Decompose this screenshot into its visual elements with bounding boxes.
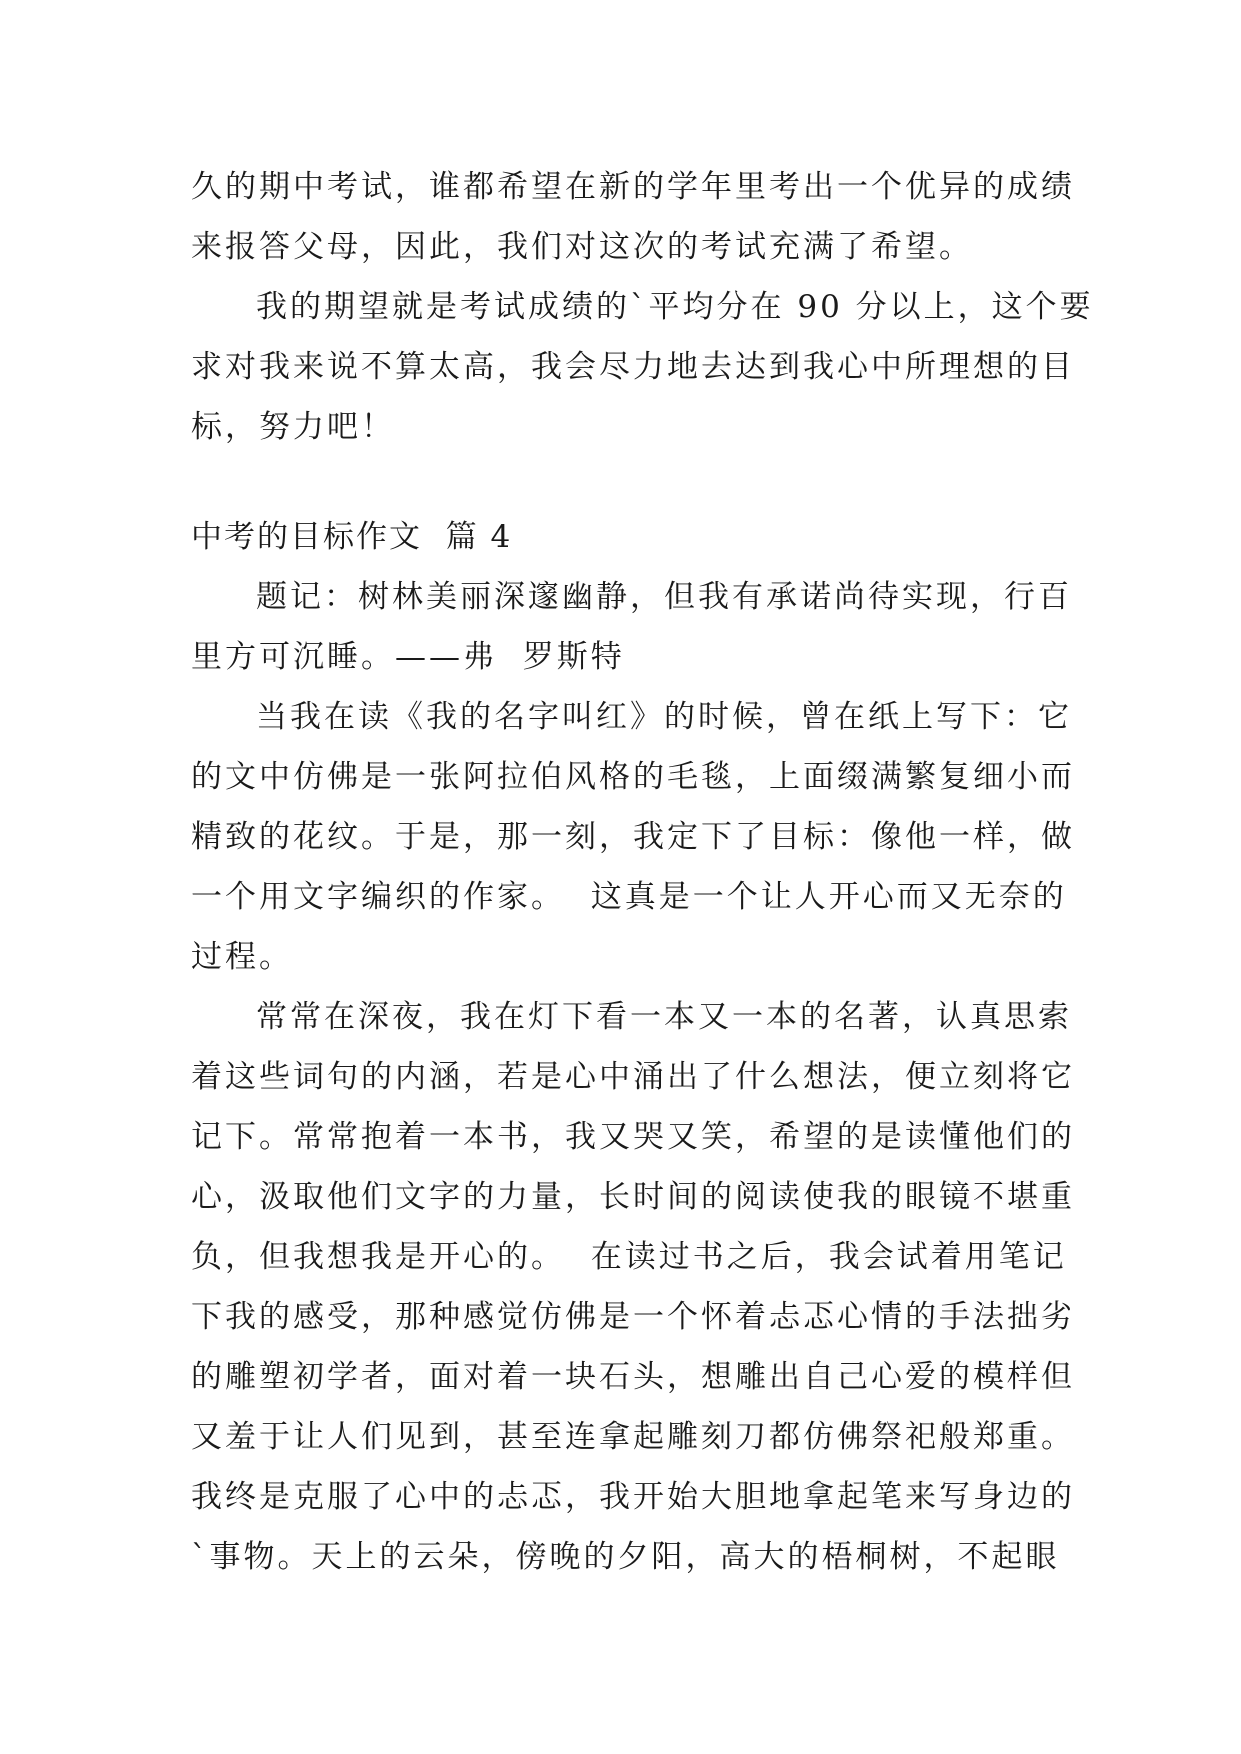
paragraph-line: 精致的花纹。于是，那一刻，我定下了目标：像他一样，做: [191, 819, 1075, 855]
paragraph-line: 又羞于让人们见到，甚至连拿起雕刻刀都仿佛祭祀般郑重。: [191, 1419, 1075, 1455]
paragraph-line: `事物。天上的云朵，傍晚的夕阳，高大的梧桐树，不起眼: [191, 1539, 1060, 1575]
paragraph-line: 负，但我想我是开心的。 在读过书之后，我会试着用笔记: [191, 1239, 1067, 1275]
paragraph-line: 的文中仿佛是一张阿拉伯风格的毛毯，上面缀满繁复细小而: [191, 759, 1075, 795]
paragraph-line: 我的期望就是考试成绩的`平均分在 90 分以上，这个要: [256, 289, 1094, 325]
paragraph-line: 过程。: [191, 939, 293, 975]
paragraph-line: 标，努力吧！: [191, 409, 395, 445]
paragraph-line: 的雕塑初学者，面对着一块石头，想雕出自己心爱的模样但: [191, 1359, 1075, 1395]
paragraph-line: 记下。常常抱着一本书，我又哭又笑，希望的是读懂他们的: [191, 1119, 1075, 1155]
paragraph-line: 下我的感受，那种感觉仿佛是一个怀着忐忑心情的手法拙劣: [191, 1299, 1075, 1335]
paragraph-line: 来报答父母，因此，我们对这次的考试充满了希望。: [191, 229, 973, 265]
paragraph-line: 常常在深夜，我在灯下看一本又一本的名著，认真思索: [256, 999, 1072, 1035]
paragraph-line: 一个用文字编织的作家。 这真是一个让人开心而又无奈的: [191, 879, 1067, 915]
epigraph-line: 里方可沉睡。——弗 罗斯特: [191, 639, 625, 675]
epigraph-line: 题记：树林美丽深邃幽静，但我有承诺尚待实现，行百: [256, 579, 1072, 615]
paragraph-line: 着这些词句的内涵，若是心中涌出了什么想法，便立刻将它: [191, 1059, 1075, 1095]
paragraph-line: 久的期中考试，谁都希望在新的学年里考出一个优异的成绩: [191, 169, 1075, 205]
paragraph-line: 我终是克服了心中的忐忑，我开始大胆地拿起笔来写身边的: [191, 1479, 1075, 1515]
paragraph-line: 当我在读《我的名字叫红》的时候，曾在纸上写下：它: [256, 699, 1072, 735]
paragraph-line: 心，汲取他们文字的力量，长时间的阅读使我的眼镜不堪重: [191, 1179, 1075, 1215]
section-heading: 中考的目标作文 篇 4: [191, 519, 513, 555]
paragraph-line: 求对我来说不算太高，我会尽力地去达到我心中所理想的目: [191, 349, 1075, 385]
